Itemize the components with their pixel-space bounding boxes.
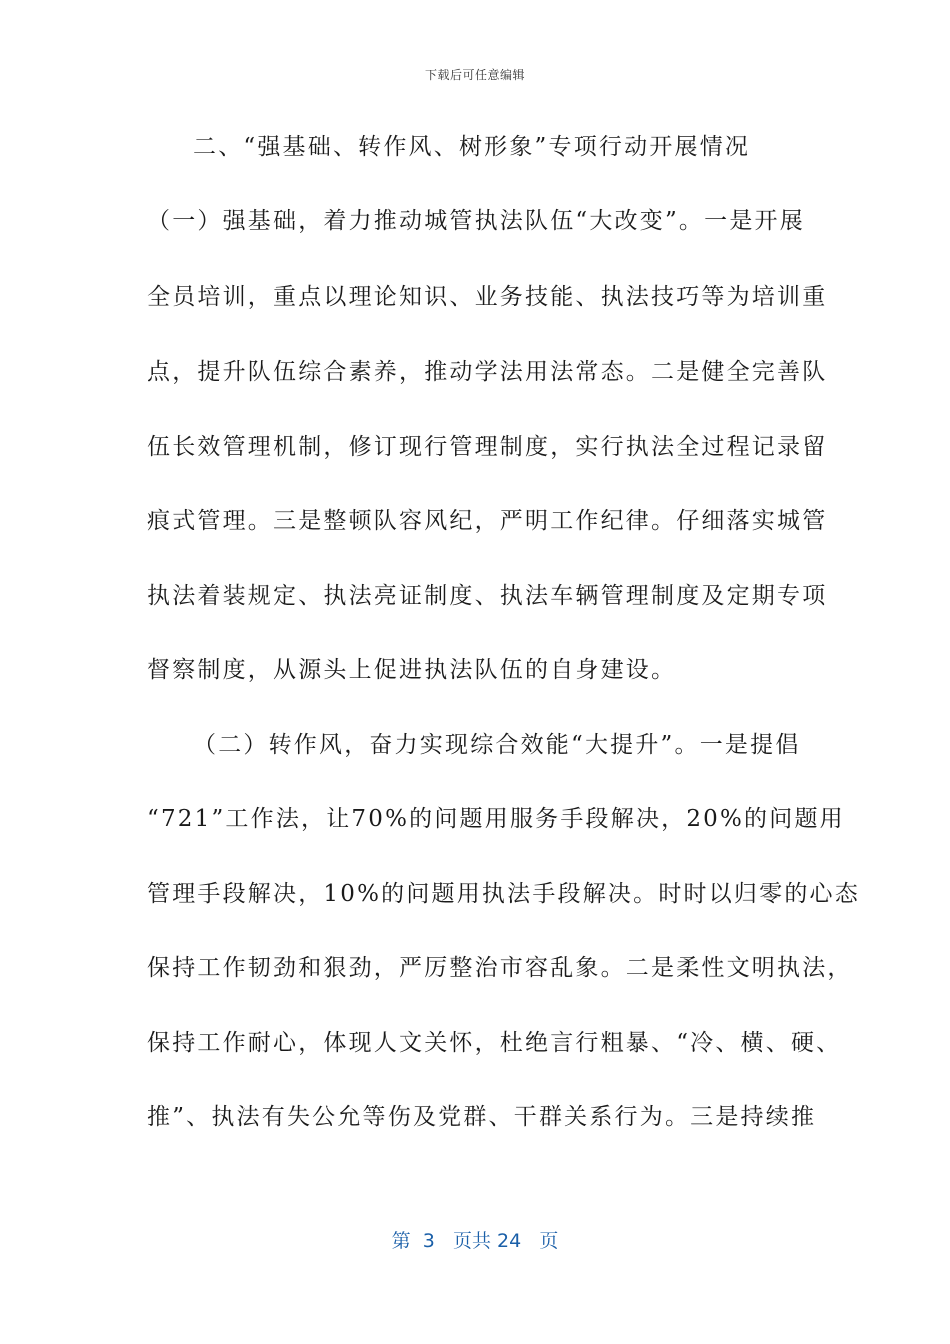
paragraph-line: 保持工作耐心，体现人文关怀，杜绝言行粗暴、“冷、横、硬、 [147, 1030, 842, 1056]
footer-middle: 页共 [452, 1230, 491, 1252]
paragraph-line: 全员培训，重点以理论知识、业务技能、执法技巧等为培训重 [147, 284, 828, 310]
paragraph-line: 执法着装规定、执法亮证制度、执法车辆管理制度及定期专项 [147, 583, 828, 609]
paragraph-line: 痕式管理。三是整顿队容风纪，严明工作纪律。仔细落实城管 [147, 508, 828, 534]
footer-prefix: 第 [391, 1230, 411, 1252]
paragraph-line: 点，提升队伍综合素养，推动学法用法常态。二是健全完善队 [147, 359, 828, 385]
footer-current-page: 3 [422, 1230, 435, 1252]
paragraph-line: 伍长效管理机制，修订现行管理制度，实行执法全过程记录留 [147, 434, 828, 460]
paragraph-line: 保持工作韧劲和狠劲，严厉整治市容乱象。二是柔性文明执法， [147, 955, 853, 981]
footer-total-pages: 24 [497, 1230, 522, 1252]
paragraph-line: 推”、执法有失公允等伤及党群、干群关系行为。三是持续推 [147, 1104, 817, 1130]
section-heading: 二、“强基础、转作风、树形象”专项行动开展情况 [193, 134, 751, 160]
page-header-note: 下载后可任意编辑 [424, 68, 525, 82]
paragraph-line: （二）转作风，奋力实现综合效能“大提升”。一是提倡 [193, 732, 801, 758]
page-footer [0, 1226, 950, 1253]
footer-suffix: 页 [539, 1230, 559, 1252]
paragraph-line: 督察制度，从源头上促进执法队伍的自身建设。 [147, 657, 677, 683]
paragraph-line: 管理手段解决，10%的问题用执法手段解决。时时以归零的心态 [147, 881, 860, 907]
paragraph-line: （一）强基础，着力推动城管执法队伍“大改变”。一是开展 [147, 208, 805, 234]
paragraph-line: “721”工作法，让70%的问题用服务手段解决，20%的问题用 [147, 806, 845, 832]
